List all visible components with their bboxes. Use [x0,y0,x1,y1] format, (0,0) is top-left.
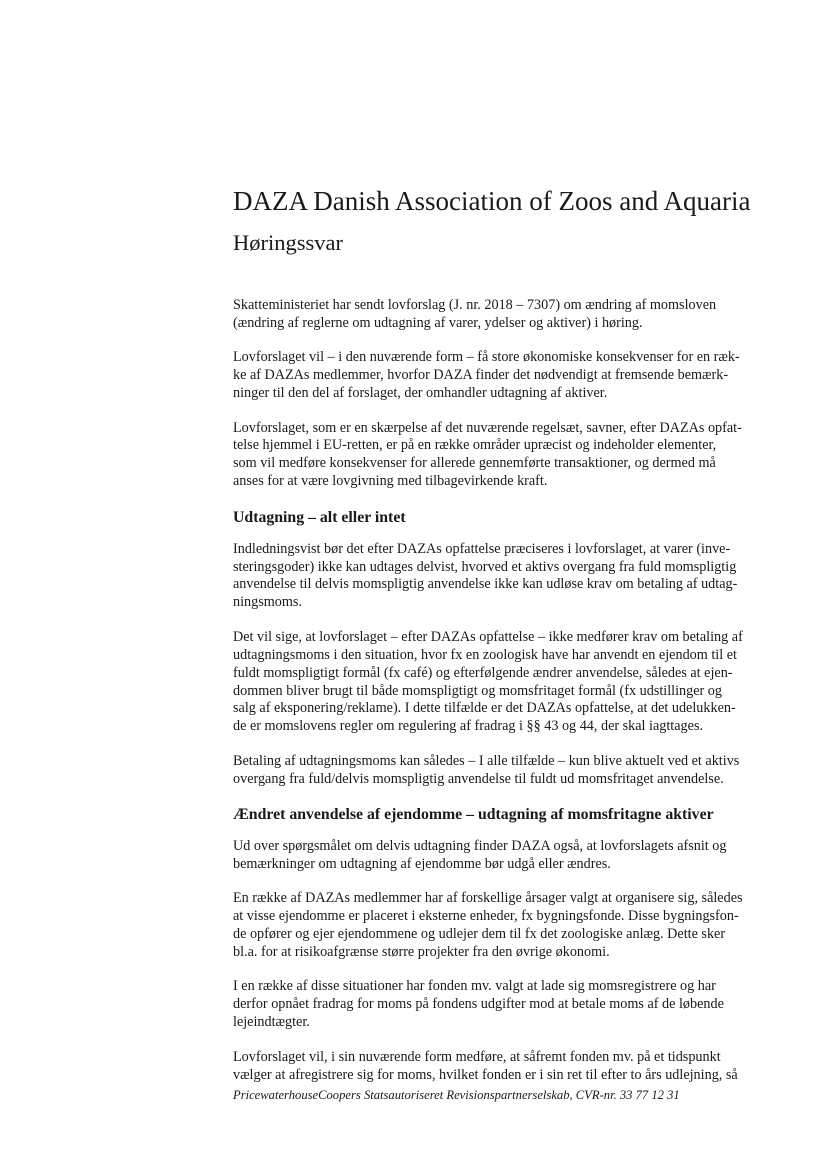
paragraph [233,753,753,789]
text-line: ninger til den del af forslaget, der omhandler udtagning af aktiver. [233,385,608,402]
paragraph [233,420,753,492]
text-line: Det vil sige, at lovforslaget – efter DAZAs opfattelse – ikke medfører krav om betaling af [233,628,743,645]
paragraph [233,297,753,333]
text-line: de er momslovens regler om regulering af fradrag i §§ 43 og 44, der skal iagttages. [233,718,704,735]
document-body [233,297,753,1101]
text-line: telse hjemmel i EU-retten, er på en række områder upræcist og indeholder elementer, [233,437,717,454]
text-line: fuldt momspligtigt formål (fx café) og efterfølgende ændrer anvendelse, således at ejen- [233,664,733,681]
text-line: Lovforslaget vil – i den nuværende form – få store økonomiske konsekvenser for en ræk- [233,349,740,366]
text-line: Betaling af udtagningsmoms kan således – I alle tilfælde – kun blive aktuelt ved et aktivs [233,752,740,769]
page-subtitle: Høringssvar [233,230,343,255]
section-heading: Ændret anvendelse af ejendomme – udtagning af momsfritagne aktiver [233,806,714,824]
paragraph [233,1049,753,1085]
text-line: Indledningsvist bør det efter DAZAs opfattelse præciseres i lovforslaget, at varer (inve- [233,540,731,557]
text-line: anvendelse til delvis momspligtig anvendelse ikke kan udløse krav om betaling af udtag- [233,576,738,593]
text-line: lejeindtægter. [233,1014,310,1031]
paragraph [233,349,753,403]
text-line: de opfører og ejer ejendommene og udlejer dem til fx det zoologiske anlæg. Dette sker [233,926,726,943]
paragraph [233,890,753,962]
text-line: En række af DAZAs medlemmer har af forskellige årsager valgt at organisere sig, således [233,890,743,907]
text-line: Skatteministeriet har sendt lovforslag (J. nr. 2018 – 7307) om ændring af momsloven [233,297,717,313]
paragraph [233,838,753,874]
text-line: bemærkninger om udtagning af ejendomme bør udgå eller ændres. [233,855,611,872]
text-line: dommen bliver brugt til både momspligtigt og momsfritaget formål (fx udstillinger og [233,682,722,699]
text-line: Ud over spørgsmålet om delvis udtagning finder DAZA også, at lovforslagets afsnit og [233,838,727,855]
text-line: ningsmoms. [233,594,302,611]
page-footer: PricewaterhouseCoopers Statsautoriseret Revisionspartnerselskab, CVR-nr. 33 77 12 31 [233,1088,680,1102]
paragraph [233,541,753,613]
text-line: som vil medføre konsekvenser for allerede gennemførte transaktioner, og dermed må [233,455,716,472]
paragraph [233,978,753,1032]
text-line: at visse ejendomme er placeret i eksterne enheder, fx bygningsfonde. Disse bygningsfon- [233,908,739,925]
text-line: steringsgoder) ikke kan udtages delvist, hvorved et aktivs overgang fra fuld momspligtig [233,558,737,575]
text-line: (ændring af reglerne om udtagning af varer, ydelser og aktiver) i høring. [233,314,643,331]
text-line: Lovforslaget vil, i sin nuværende form medføre, at såfremt fonden mv. på et tidspunkt [233,1048,721,1065]
text-line: anses for at være lovgivning med tilbagevirkende kraft. [233,473,548,490]
text-line: ke af DAZAs medlemmer, hvorfor DAZA finder det nødvendigt at fremsende bemærk- [233,367,729,384]
text-line: salg af eksponering/reklame). I dette tilfælde er det DAZAs opfattelse, at det udelukken- [233,700,736,717]
text-line: vælger at afregistrere sig for moms, hvilket fonden er i sin ret til efter to års udlejning, så [233,1066,738,1083]
text-line: I en række af disse situationer har fonden mv. valgt at lade sig momsregistrere og har [233,978,716,995]
text-line: bl.a. for at risikoafgrænse større projekter fra den øvrige økonomi. [233,944,610,961]
text-line: Lovforslaget, som er en skærpelse af det nuværende regelsæt, savner, efter DAZAs opfat- [233,419,742,436]
text-line: derfor opnået fradrag for moms på fondens udgifter mod at betale moms af de løbende [233,996,724,1013]
text-line: overgang fra fuld/delvis momspligtig anvendelse til fuldt ud momsfritaget anvendelse. [233,770,724,787]
paragraph [233,629,753,736]
text-line: udtagningsmoms i den situation, hvor fx en zoologisk have har anvendt en ejendom til et [233,646,737,663]
section-heading: Udtagning – alt eller intet [233,508,406,526]
page-title: DAZA Danish Association of Zoos and Aquaria [233,186,751,216]
